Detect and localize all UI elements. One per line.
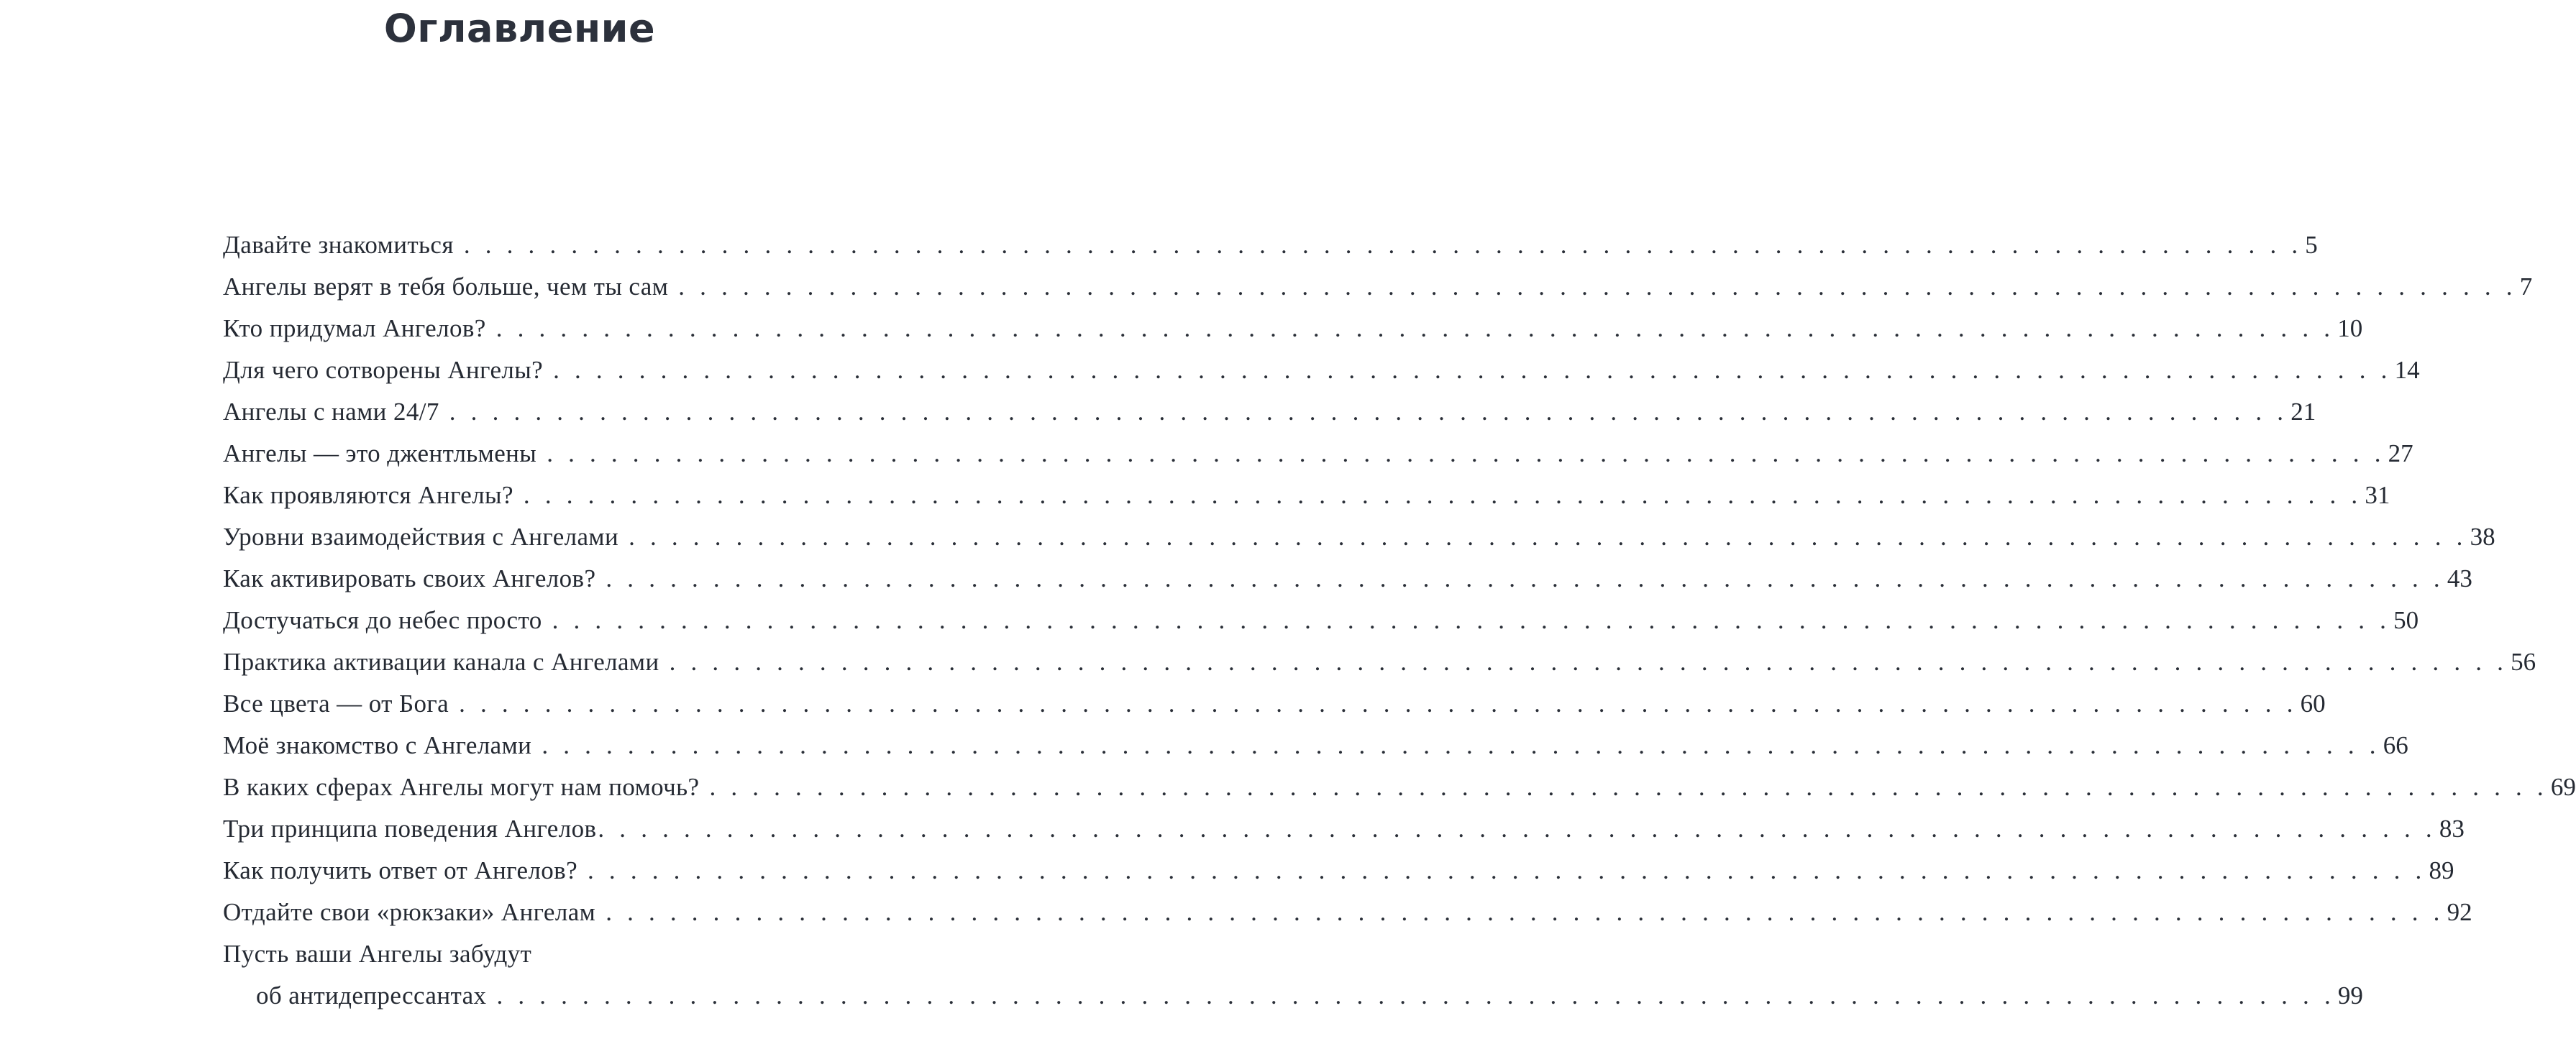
toc-entry-page: 89 <box>2429 856 2454 884</box>
toc-entry[interactable] <box>223 391 2316 433</box>
dot-leader: . . . . . . . . . . . . . . . . . . . . . . . . . . . . . . . . . . . . . . . . . . . . . . . . . . . . . . . . . . . . . . . . . . . . . . . . . . . . . . . . . . . . . . <box>598 815 2436 843</box>
dot-leader: . . . . . . . . . . . . . . . . . . . . . . . . . . . . . . . . . . . . . . . . . . . . . . . . . . . . . . . . . . . . . . . . . . . . . . . . . . . . . . . . . . . . . . <box>449 398 2288 426</box>
toc-entry-page: 83 <box>2439 815 2465 843</box>
dot-leader: . . . . . . . . . . . . . . . . . . . . . . . . . . . . . . . . . . . . . . . . . . . . . . . . . . . . . . . . . . . . . . . . . . . . . . . . . . . . . . . . . . . . . . <box>678 273 2517 301</box>
dot-leader: . . . . . . . . . . . . . . . . . . . . . . . . . . . . . . . . . . . . . . . . . . . . . . . . . . . . . . . . . . . . . . . . . . . . . . . . . . . . . . . . . . . . . . <box>547 439 2385 467</box>
toc-entry-multiline[interactable] <box>223 933 2363 1017</box>
toc-entry-page: 99 <box>2337 981 2363 1010</box>
toc-entry-title-line1: Пусть ваши Ангелы забудут <box>223 940 532 968</box>
dot-leader: . . . . . . . . . . . . . . . . . . . . . . . . . . . . . . . . . . . . . . . . . . . . . . . . . . . . . . . . . . . . . . . . . . . . . . . . . . . . . . . . . . . . . . <box>606 564 2444 592</box>
dot-leader: . . . . . . . . . . . . . . . . . . . . . . . . . . . . . . . . . . . . . . . . . . . . . . . . . . . . . . . . . . . . . . . . . . . . . . . . . . . . . . . . . . . . . . <box>523 481 2362 509</box>
toc-entry[interactable] <box>223 766 2576 808</box>
toc-entry-title: Как проявляются Ангелы? <box>223 481 513 509</box>
table-of-contents <box>223 224 2576 1017</box>
toc-entry[interactable] <box>223 475 2390 516</box>
toc-entry-page: 21 <box>2290 398 2316 426</box>
dot-leader: . . . . . . . . . . . . . . . . . . . . . . . . . . . . . . . . . . . . . . . . . . . . . . . . . . . . . . . . . . . . . . . . . . . . . . . . . . . . . . . . . . . . . . <box>709 773 2548 801</box>
toc-entry-title: Ангелы верят в тебя больше, чем ты сам <box>223 273 669 301</box>
toc-entry-title: Ангелы — это джентльмены <box>223 439 537 467</box>
dot-leader: . . . . . . . . . . . . . . . . . . . . . . . . . . . . . . . . . . . . . . . . . . . . . . . . . . . . . . . . . . . . . . . . . . . . . . . . . . . . . . . . . . . . . . <box>459 690 2298 718</box>
toc-entry-title: Достучаться до небес просто <box>223 606 542 634</box>
dot-leader: . . . . . . . . . . . . . . . . . . . . . . . . . . . . . . . . . . . . . . . . . . . . . . . . . . . . . . . . . . . . . . . . . . . . . . . . . . . . . . . . . . . . . . <box>463 231 2303 259</box>
page-title: Оглавление <box>383 6 656 51</box>
toc-entry-page: 10 <box>2337 314 2363 342</box>
toc-entry[interactable] <box>223 433 2413 475</box>
dot-leader: . . . . . . . . . . . . . . . . . . . . . . . . . . . . . . . . . . . . . . . . . . . . . . . . . . . . . . . . . . . . . . . . . . . . . . . . . . . . . . . . . . . . . . <box>495 314 2335 342</box>
toc-entry-title: Кто придумал Ангелов? <box>223 314 486 342</box>
toc-entry[interactable] <box>223 516 2495 558</box>
toc-entry-page: 38 <box>2470 523 2495 551</box>
toc-entry-title: Как получить ответ от Ангелов? <box>223 856 578 884</box>
toc-entry-title: Три принципа поведения Ангелов <box>223 815 597 843</box>
toc-entry-page: 66 <box>2383 731 2408 759</box>
toc-entry[interactable] <box>223 641 2536 683</box>
toc-entry-page: 31 <box>2365 481 2390 509</box>
toc-entry-title: Отдайте свои «рюкзаки» Ангелам <box>223 898 596 926</box>
dot-leader: . . . . . . . . . . . . . . . . . . . . . . . . . . . . . . . . . . . . . . . . . . . . . . . . . . . . . . . . . . . . . . . . . . . . . . . . . . . . . . . . . . . . . . <box>553 356 2392 384</box>
toc-entry-page: 60 <box>2300 690 2326 718</box>
toc-entry-page: 14 <box>2394 356 2420 384</box>
toc-entry-page: 69 <box>2550 773 2576 801</box>
toc-entry[interactable] <box>223 808 2465 850</box>
toc-entry[interactable] <box>223 892 2472 933</box>
toc-entry[interactable] <box>223 850 2454 892</box>
toc-entry[interactable] <box>223 683 2326 725</box>
dot-leader: . . . . . . . . . . . . . . . . . . . . . . . . . . . . . . . . . . . . . . . . . . . . . . . . . . . . . . . . . . . . . . . . . . . . . . . . . . . . . . . . . . . . . . <box>542 731 2380 759</box>
toc-entry-title: Моё знакомство с Ангелами <box>223 731 532 759</box>
toc-entry-page: 7 <box>2519 273 2533 301</box>
toc-entry-title: Все цвета — от Бога <box>223 690 449 718</box>
toc-entry-page: 27 <box>2388 439 2413 467</box>
toc-entry[interactable] <box>223 224 2318 266</box>
dot-leader: . . . . . . . . . . . . . . . . . . . . . . . . . . . . . . . . . . . . . . . . . . . . . . . . . . . . . . . . . . . . . . . . . . . . . . . . . . . . . . . . . . . . . . <box>588 856 2426 884</box>
toc-entry[interactable] <box>223 558 2472 600</box>
toc-entry[interactable] <box>223 600 2419 641</box>
toc-entry-title: Уровни взаимодействия с Ангелами <box>223 523 619 551</box>
toc-entry-page: 50 <box>2393 606 2419 634</box>
toc-entry-title: Практика активации канала с Ангелами <box>223 648 659 676</box>
toc-entry[interactable] <box>223 308 2363 349</box>
toc-entry-title: Как активировать своих Ангелов? <box>223 564 596 592</box>
toc-entry-title: Для чего сотворены Ангелы? <box>223 356 544 384</box>
dot-leader: . . . . . . . . . . . . . . . . . . . . . . . . . . . . . . . . . . . . . . . . . . . . . . . . . . . . . . . . . . . . . . . . . . . . . . . . . . . . . . . . . . . . . . <box>606 898 2444 926</box>
dot-leader: . . . . . . . . . . . . . . . . . . . . . . . . . . . . . . . . . . . . . . . . . . . . . . . . . . . . . . . . . . . . . . . . . . . . . . . . . . . . . . . . . . . . . . <box>552 606 2391 634</box>
toc-entry[interactable] <box>223 349 2420 391</box>
toc-entry[interactable] <box>223 725 2408 766</box>
toc-entry-page: 56 <box>2511 648 2536 676</box>
toc-entry-page: 5 <box>2305 231 2318 259</box>
dot-leader: . . . . . . . . . . . . . . . . . . . . . . . . . . . . . . . . . . . . . . . . . . . . . . . . . . . . . . . . . . . . . . . . . . . . . . . . . . . . . . . . . . . . . . <box>629 523 2467 551</box>
toc-entry-title: Ангелы с нами 24/7 <box>223 398 439 426</box>
toc-entry-page: 92 <box>2447 898 2472 926</box>
toc-entry-title: Давайте знакомиться <box>223 231 454 259</box>
toc-entry-title: В каких сферах Ангелы могут нам помочь? <box>223 773 700 801</box>
toc-entry-title-line2: об антидепрессантах <box>256 981 487 1010</box>
toc-entry-page: 43 <box>2447 564 2472 592</box>
toc-entry[interactable] <box>223 266 2533 308</box>
dot-leader: . . . . . . . . . . . . . . . . . . . . . . . . . . . . . . . . . . . . . . . . . . . . . . . . . . . . . . . . . . . . . . . . . . . . . . . . . . . . . . . . . . . . . . <box>669 648 2508 676</box>
dot-leader: . . . . . . . . . . . . . . . . . . . . . . . . . . . . . . . . . . . . . . . . . . . . . . . . . . . . . . . . . . . . . . . . . . . . . . . . . . . . . . . . . . . . . . <box>496 981 2335 1010</box>
toc-entry-line2 <box>223 975 2363 1017</box>
